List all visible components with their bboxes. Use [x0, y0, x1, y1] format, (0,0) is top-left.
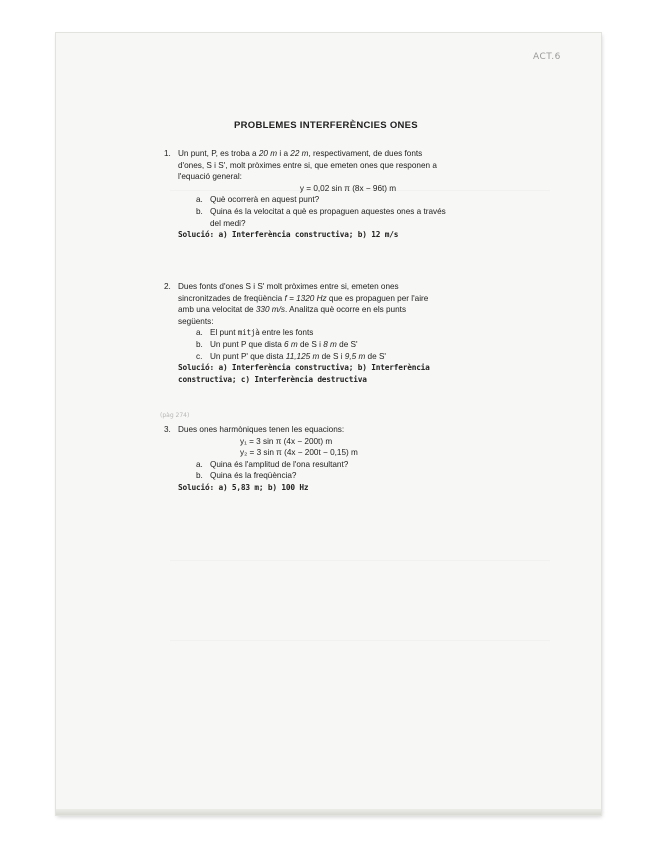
wave-equation: y = 0,02 sin π (8x − 96t) m — [299, 183, 397, 193]
question-item-continued: del medi? — [210, 218, 246, 228]
problem-text-line: l'equació general: — [178, 172, 242, 182]
problem-text-line: Un punt, P, es troba a 20 m i a 22 m, respectivament, de dues fonts — [178, 149, 423, 158]
bleed-through-line — [170, 560, 550, 561]
page-title: PROBLEMES INTERFERÈNCIES ONES — [234, 120, 418, 131]
problem-text-line: d'ones, S i S', molt pròximes entre si, que emeten ones que responen a — [178, 160, 437, 170]
solution-text: Solució: a) 5,83 m; b) 100 Hz — [178, 482, 309, 492]
solution-text: Solució: a) Interferència constructiva; b) Interferència — [178, 363, 430, 373]
handwritten-corner-note: ACT.6 — [533, 52, 561, 62]
handwritten-margin-note: (pàg 274) — [160, 412, 190, 419]
wave-equation: y₁ = 3 sin π (4x − 200t) m — [240, 436, 333, 446]
problem-text-line: sincronitzades de freqüència f = 1320 Hz que es propaguen per l'aire — [178, 293, 429, 303]
problem-number: 1. — [164, 149, 171, 158]
problem-1 — [164, 148, 518, 241]
problem-text-line: Dues fonts d'ones S i S' molt pròximes entre si, emeten ones — [178, 282, 399, 291]
problem-text-line: Dues ones harmòniques tenen les equacions: — [178, 425, 345, 434]
question-item: b. Quina és la freqüència? — [196, 471, 297, 481]
question-item: b. Un punt P que dista 6 m de S i 8 m de S' — [196, 339, 358, 349]
question-item: a. El punt mitjà entre les fonts — [196, 328, 314, 338]
problem-2 — [164, 281, 518, 385]
bleed-through-line — [170, 640, 550, 641]
problem-number: 3. — [164, 425, 171, 434]
problem-3 — [164, 424, 518, 494]
question-item: a. Quina és l'amplitud de l'ona resultant? — [196, 459, 349, 469]
question-item: a. Què ocorrerà en aquest punt? — [196, 195, 320, 205]
solution-text: constructiva; c) Interferència destructiva — [178, 374, 367, 384]
problem-number: 2. — [164, 282, 171, 291]
wave-equation: y₂ = 3 sin π (4x − 200t − 0,15) m — [240, 448, 358, 458]
problem-text-line: següents: — [178, 316, 214, 326]
question-item: c. Un punt P' que dista 11,125 m de S i 9,5 m de S' — [196, 351, 386, 361]
question-item: b. Quina és la velocitat a què es propaguen aquestes ones a través — [196, 206, 446, 216]
solution-text: Solució: a) Interferència constructiva; b) 12 m/s — [178, 230, 399, 240]
problem-text-line: amb una velocitat de 330 m/s. Analitza què ocorre en els punts — [178, 305, 407, 315]
